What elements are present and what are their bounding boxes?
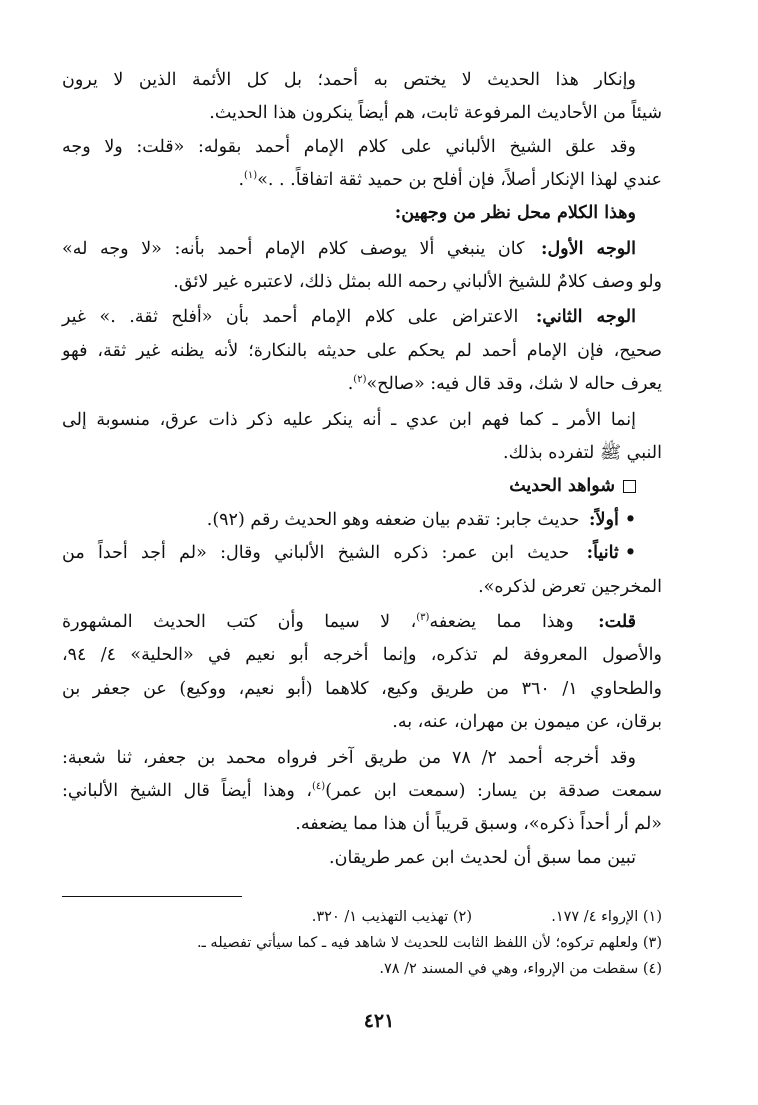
text-line: «لم أر أحداً ذكره»، وسبق قريباً أن هذا مما يضعفه. [295, 814, 662, 835]
footnote-ref: (٣) [416, 612, 430, 624]
text-line: وقد علق الشيخ الألباني على كلام الإمام أحمد بقوله: «قلت: ولا وجه [62, 136, 636, 157]
subsection-heading: شواهد الحديث [62, 471, 662, 504]
text-line: سمعت صدقة بن يسار: (سمعت ابن عمر)$^{(٤)}$، وهذا أيضاً قال الشيخ الألباني: [62, 780, 662, 801]
footnote-ref: (٤) [312, 781, 326, 793]
section-heading: وهذا الكلام محل نظر من وجهين: [394, 203, 636, 224]
page-number: ٤٢١ [363, 1010, 395, 1032]
footnote-ref: (٢) [353, 374, 367, 386]
footnote-row [62, 904, 662, 930]
text-line: قلت: وهذا مما يضعفه$^{(٣)}$، لا سيما وأن كتب الحديث المشهورة [62, 612, 636, 632]
text-line: صحيح، فإن الإمام أحمد لم يحكم على حديثه بالنكارة؛ لأنه يظنه غير ثقة، فهو [62, 340, 662, 361]
text-line: عندي لهذا الإنكار أصلاً، فإن أفلح بن حميد ثقة اتفاقاً. . .»$^{(١)}$. [238, 169, 662, 190]
text-line: يعرف حاله لا شك، وقد قال فيه: «صالح»$^{(٢)}$. [347, 374, 662, 395]
face-one-label: الوجه الأول: [541, 238, 636, 259]
text-line: شيئاً من الأحاديث المرفوعة ثابت، هم أيضاً ينكرون هذا الحديث. [209, 103, 662, 124]
text-line: المخرجين تعرض لذكره». [478, 576, 662, 597]
text-line: والطحاوي ١/ ٣٦٠ من طريق وكيع، كلاهما (أبو نعيم، ووكيع) عن جعفر بن [62, 678, 663, 699]
text-line: •أولاً: حديث جابر: تقدم بيان ضعفه وهو الحديث رقم (٩٢). [206, 509, 636, 530]
footnote-row [62, 930, 662, 956]
text-line: وإنكار هذا الحديث لا يختص به أحمد؛ بل كل الأئمة الذين لا يرون [62, 69, 636, 90]
text-line: الوجه الأول: كان ينبغي ألا يوصف كلام الإمام أحمد بأنه: «لا وجه له» [62, 238, 636, 259]
text-line: ولو وصف كلامٌ للشيخ الألباني رحمه الله بمثل ذلك، لاعتبره غير لائق. [173, 272, 662, 293]
main-text [62, 64, 662, 875]
face-two-label: الوجه الثاني: [535, 307, 636, 328]
qultu-label: قلت: [598, 612, 636, 632]
text-line: النبي ﷺ لتفرده بذلك. [503, 443, 662, 464]
text-line: الوجه الثاني: الاعتراض على كلام الإمام أحمد بأن «أفلح ثقة. .» غير [62, 307, 636, 328]
text-line: وقد أخرجه أحمد ٢/ ٧٨ من طريق آخر فرواه محمد بن جعفر، ثنا شعبة: [62, 747, 636, 768]
footnote-3: (٣) ولعلهم تركوه؛ لأن اللفظ الثابت للحديث لا شاهد فيه ـ كما سيأتي تفصيله ـ. [196, 935, 662, 951]
footnote-4: (٤) سقطت من الإرواء، وهي في المسند ٢/ ٧٨. [379, 961, 662, 977]
footnote-1: (١) الإرواء ٤/ ١٧٧. [551, 909, 662, 925]
footnotes [62, 904, 662, 982]
text-line: إنما الأمر ـ كما فهم ابن عدي ـ أنه ينكر عليه ذكر ذات عرق، منسوبة إلى [62, 409, 636, 430]
square-bullet-icon [623, 480, 636, 493]
bullet-icon: • [624, 509, 636, 530]
footnote-ref: (١) [244, 170, 258, 182]
footnote-row [62, 956, 662, 982]
footnote-divider [62, 896, 242, 897]
footnote-2: (٢) تهذيب التهذيب ١/ ٣٢٠. [311, 909, 472, 925]
text-line: •ثانياً: حديث ابن عمر: ذكره الشيخ الألباني وقال: «لم أجد أحداً من [62, 543, 636, 564]
text-line: برقان، عن ميمون بن مهران، عنه، به. [392, 712, 662, 733]
text-line: تبين مما سبق أن لحديث ابن عمر طريقان. [329, 847, 636, 868]
text-line: والأصول المعروفة لم تذكره، وإنما أخرجه أبو نعيم في «الحلية» ٤/ ٩٤، [62, 645, 662, 666]
bullet-icon: • [624, 543, 636, 564]
